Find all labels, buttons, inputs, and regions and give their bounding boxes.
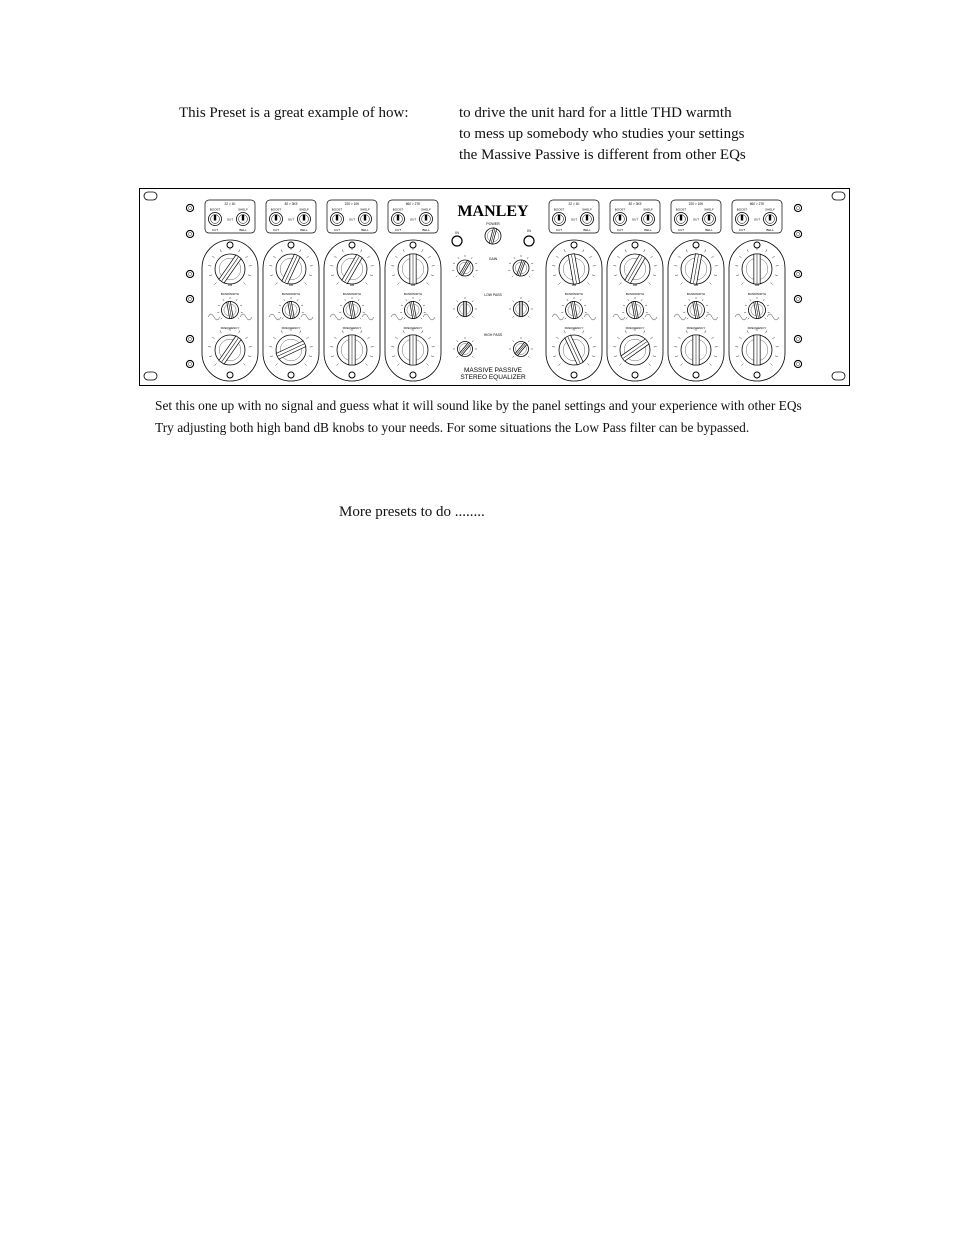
- cut-label: CUT: [677, 228, 685, 232]
- toggle-lever: [741, 215, 743, 221]
- high-pass-label: HIGH PASS: [483, 333, 503, 337]
- low-pass-left-knob: [458, 302, 473, 317]
- out-label: OUT: [287, 217, 295, 222]
- high-pass-left-knob: [458, 342, 473, 357]
- screw-head: [186, 360, 193, 367]
- screw-head: [794, 270, 801, 277]
- model-line-1: MASSIVE PASSIVE: [463, 367, 523, 374]
- cut-label: CUT: [333, 228, 341, 232]
- gain-label: GAIN: [488, 257, 498, 261]
- note-line: Set this one up with no signal and guess what it will sound like by the panel settings and your experience with other EQs: [155, 398, 802, 413]
- boost-label: BOOST: [614, 207, 626, 212]
- oval-screw-icon: [227, 372, 233, 378]
- power-switch: [485, 228, 501, 244]
- screw-icon: [794, 270, 801, 277]
- out-label: OUT: [409, 217, 417, 222]
- screw-head: [794, 230, 801, 237]
- gain-knob: [398, 254, 428, 284]
- oval-screw-icon: [349, 372, 355, 378]
- oval-screw-icon: [754, 372, 760, 378]
- gain-knob: [620, 254, 650, 284]
- frequency-label: FREQUENCY: [220, 326, 240, 330]
- oval-screw-icon: [288, 372, 294, 378]
- intro-label: This Preset is a great example of how:: [179, 105, 409, 121]
- shelf-label: SHELF: [360, 207, 370, 212]
- toggle-lever: [303, 215, 305, 221]
- gain-right-knob: [513, 260, 529, 276]
- eq-band-8: [729, 200, 785, 381]
- toggle-lever: [397, 215, 399, 221]
- reason-item: to mess up somebody who studies your settings: [459, 126, 745, 142]
- screw-head: [794, 335, 801, 342]
- toggle-lever: [364, 215, 366, 221]
- screw-head: [186, 335, 193, 342]
- oval-screw-icon: [410, 372, 416, 378]
- screw-icon: [186, 270, 193, 277]
- toggle-lever: [558, 215, 560, 221]
- bell-label: BELL: [422, 228, 430, 232]
- boost-label: BOOST: [736, 207, 748, 212]
- bandwidth-label: BANDWIDTH: [220, 292, 240, 296]
- eq-band-1: [202, 200, 258, 381]
- shelf-label: SHELF: [765, 207, 775, 212]
- screw-head: [794, 360, 801, 367]
- bell-label: BELL: [644, 228, 652, 232]
- shelf-label: SHELF: [238, 207, 248, 212]
- toggle-lever: [708, 215, 710, 221]
- in-right-button: [524, 236, 534, 246]
- eq-band-7: [668, 200, 724, 381]
- boost-label: BOOST: [675, 207, 687, 212]
- db-label: DB: [754, 283, 760, 287]
- toggle-lever: [647, 215, 649, 221]
- bandwidth-knob: [283, 301, 300, 318]
- oval-screw-icon: [349, 242, 355, 248]
- oval-screw-icon: [693, 372, 699, 378]
- out-label: OUT: [348, 217, 356, 222]
- cut-label: CUT: [555, 228, 563, 232]
- oval-screw-icon: [571, 372, 577, 378]
- screw-icon: [186, 230, 193, 237]
- screw-icon: [186, 204, 193, 211]
- high-pass-right-knob: [514, 342, 529, 357]
- screw-icon: [794, 335, 801, 342]
- db-label: DB: [571, 283, 577, 287]
- toggle-lever: [275, 215, 277, 221]
- cut-label: CUT: [211, 228, 219, 232]
- band-range-label: 560 > 27K: [749, 202, 765, 206]
- frequency-label: FREQUENCY: [403, 326, 423, 330]
- db-label: DB: [632, 283, 638, 287]
- eq-front-panel: [139, 188, 850, 386]
- boost-label: BOOST: [331, 207, 343, 212]
- band-range-label: 220 > 10K: [344, 202, 360, 206]
- bell-label: BELL: [300, 228, 308, 232]
- frequency-label: FREQUENCY: [564, 326, 584, 330]
- toggle-lever: [425, 215, 427, 221]
- eq-band-2: [263, 200, 319, 381]
- toggle-lever: [336, 215, 338, 221]
- out-label: OUT: [570, 217, 578, 222]
- db-label: DB: [227, 283, 233, 287]
- boost-label: BOOST: [270, 207, 282, 212]
- bandwidth-knob: [688, 301, 705, 318]
- boost-label: BOOST: [553, 207, 565, 212]
- bandwidth-knob: [566, 301, 583, 318]
- db-label: DB: [349, 283, 355, 287]
- low-pass-label: LOW PASS: [484, 293, 502, 297]
- band-range-label: 22 > 1K: [568, 202, 580, 206]
- db-label: DB: [410, 283, 416, 287]
- eq-band-5: [546, 200, 602, 381]
- reason-item: the Massive Passive is different from other EQs: [459, 147, 746, 163]
- boost-label: BOOST: [209, 207, 221, 212]
- frequency-knob: [681, 335, 711, 365]
- frequency-label: FREQUENCY: [281, 326, 301, 330]
- reason-list: [459, 103, 746, 166]
- bandwidth-knob: [405, 301, 422, 318]
- boost-label: BOOST: [392, 207, 404, 212]
- screw-icon: [794, 295, 801, 302]
- screw-head: [794, 204, 801, 211]
- toggle-lever: [680, 215, 682, 221]
- oval-screw-icon: [227, 242, 233, 248]
- frequency-knob: [620, 335, 650, 365]
- out-label: OUT: [226, 217, 234, 222]
- bandwidth-knob: [344, 301, 361, 318]
- low-pass-right-knob: [514, 302, 529, 317]
- model-line-2: STEREO EQUALIZER: [460, 374, 526, 381]
- screw-head: [186, 230, 193, 237]
- bell-label: BELL: [239, 228, 247, 232]
- db-label: DB: [288, 283, 294, 287]
- eq-band-3: [324, 200, 380, 381]
- reason-item: to drive the unit hard for a little THD warmth: [459, 105, 732, 121]
- toggle-lever: [769, 215, 771, 221]
- frequency-knob: [742, 335, 772, 365]
- bell-label: BELL: [361, 228, 369, 232]
- eq-band-6: [607, 200, 663, 381]
- oval-screw-icon: [632, 372, 638, 378]
- bandwidth-label: BANDWIDTH: [403, 292, 423, 296]
- out-label: OUT: [753, 217, 761, 222]
- screw-icon: [186, 360, 193, 367]
- toggle-lever: [214, 215, 216, 221]
- gain-left-knob: [457, 260, 473, 276]
- frequency-knob: [559, 335, 589, 365]
- in-left-label: IN: [455, 231, 459, 235]
- frequency-label: FREQUENCY: [747, 326, 767, 330]
- cut-label: CUT: [738, 228, 746, 232]
- bell-label: BELL: [583, 228, 591, 232]
- screw-icon: [794, 360, 801, 367]
- screw-head: [186, 204, 193, 211]
- gain-knob: [742, 254, 772, 284]
- frequency-knob: [276, 335, 306, 365]
- bandwidth-label: BANDWIDTH: [625, 292, 645, 296]
- oval-screw-icon: [410, 242, 416, 248]
- eq-band-4: [385, 200, 441, 381]
- oval-screw-icon: [632, 242, 638, 248]
- screw-icon: [186, 295, 193, 302]
- brand-logo: MANLEY: [457, 203, 529, 220]
- frequency-label: FREQUENCY: [625, 326, 645, 330]
- frequency-label: FREQUENCY: [686, 326, 706, 330]
- screw-head: [794, 295, 801, 302]
- more-presets-note: More presets to do ........: [339, 504, 485, 520]
- in-right-label: IN: [527, 229, 531, 233]
- out-label: OUT: [631, 217, 639, 222]
- gain-knob: [337, 254, 367, 284]
- frequency-knob: [215, 335, 245, 365]
- in-left-button: [452, 236, 462, 246]
- bandwidth-label: BANDWIDTH: [686, 292, 706, 296]
- frequency-knob: [398, 335, 428, 365]
- screw-icon: [794, 204, 801, 211]
- db-label: DB: [693, 283, 699, 287]
- bandwidth-label: BANDWIDTH: [281, 292, 301, 296]
- band-range-label: 82 > 3K9: [628, 202, 642, 206]
- gain-knob: [215, 254, 245, 284]
- bandwidth-knob: [627, 301, 644, 318]
- bandwidth-label: BANDWIDTH: [342, 292, 362, 296]
- frequency-label: FREQUENCY: [342, 326, 362, 330]
- bandwidth-knob: [749, 301, 766, 318]
- band-range-label: 22 > 1K: [224, 202, 236, 206]
- note-line: Try adjusting both high band dB knobs to your needs. For some situations the Low Pass filter can be bypassed.: [155, 419, 750, 435]
- screw-head: [186, 270, 193, 277]
- shelf-label: SHELF: [299, 207, 309, 212]
- bell-label: BELL: [766, 228, 774, 232]
- oval-screw-icon: [693, 242, 699, 248]
- toggle-lever: [586, 215, 588, 221]
- gain-knob: [681, 254, 711, 285]
- bell-label: BELL: [705, 228, 713, 232]
- cut-label: CUT: [272, 228, 280, 232]
- band-range-label: 560 > 27K: [405, 202, 421, 206]
- toggle-lever: [619, 215, 621, 221]
- power-label: POWER: [486, 222, 500, 226]
- bandwidth-label: BANDWIDTH: [564, 292, 584, 296]
- cut-label: CUT: [616, 228, 624, 232]
- bandwidth-knob: [222, 301, 239, 318]
- oval-screw-icon: [571, 242, 577, 248]
- shelf-label: SHELF: [582, 207, 592, 212]
- band-range-label: 220 > 10K: [688, 202, 704, 206]
- shelf-label: SHELF: [704, 207, 714, 212]
- gain-knob: [276, 254, 306, 284]
- screw-icon: [794, 230, 801, 237]
- bandwidth-label: BANDWIDTH: [747, 292, 767, 296]
- shelf-label: SHELF: [643, 207, 653, 212]
- toggle-lever: [242, 215, 244, 221]
- oval-screw-icon: [288, 242, 294, 248]
- shelf-label: SHELF: [421, 207, 431, 212]
- frequency-knob: [337, 335, 367, 365]
- out-label: OUT: [692, 217, 700, 222]
- oval-screw-icon: [754, 242, 760, 248]
- screw-icon: [186, 335, 193, 342]
- cut-label: CUT: [394, 228, 402, 232]
- gain-knob: [559, 254, 589, 285]
- notes: [155, 395, 802, 438]
- screw-head: [186, 295, 193, 302]
- band-range-label: 82 > 3K9: [284, 202, 298, 206]
